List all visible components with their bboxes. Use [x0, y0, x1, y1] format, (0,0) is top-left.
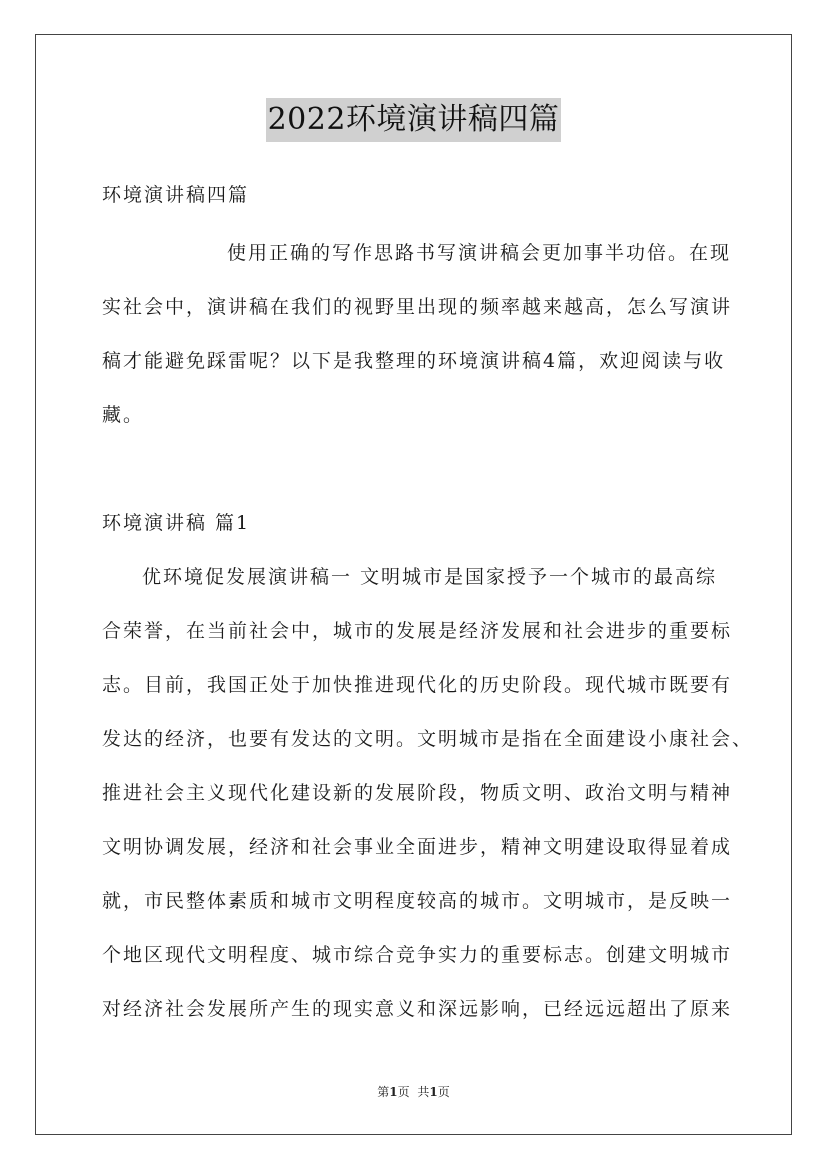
- intro-line: 稿才能避免踩雷呢？以下是我整理的环境演讲稿4篇，欢迎阅读与收: [102, 350, 726, 372]
- section-heading: 环境演讲稿 篇1: [102, 512, 251, 534]
- footer-page-number: 1: [389, 1085, 398, 1099]
- body-line: 文明协调发展，经济和社会事业全面进步，精神文明建设取得显着成: [102, 836, 733, 858]
- body-line: 就，市民整体素质和城市文明程度较高的城市。文明城市，是反映一: [102, 890, 733, 912]
- body-line: 个地区现代文明程度、城市综合竞争实力的重要标志。创建文明城市: [102, 944, 733, 966]
- intro-line: 使用正确的写作思路书写演讲稿会更加事半功倍。在现: [227, 242, 732, 264]
- footer-page-suffix: 页: [397, 1085, 410, 1099]
- intro-line: 藏。: [102, 404, 145, 426]
- document-title: 2022环境演讲稿四篇: [266, 98, 562, 142]
- page-footer: [0, 1083, 827, 1100]
- intro-line: 实社会中，演讲稿在我们的视野里出现的频率越来越高，怎么写演讲: [102, 296, 733, 318]
- body-line: 发达的经济，也要有发达的文明。文明城市是指在全面建设小康社会、: [102, 728, 754, 750]
- body-line: 对经济社会发展所产生的现实意义和深远影响，已经远远超出了原来: [102, 998, 733, 1020]
- body-line: 推进社会主义现代化建设新的发展阶段，物质文明、政治文明与精神: [102, 782, 733, 804]
- body-line: 优环境促发展演讲稿一 文明城市是国家授予一个城市的最高综: [142, 566, 718, 588]
- footer-page-prefix: 第: [377, 1085, 390, 1099]
- subtitle: 环境演讲稿四篇: [102, 184, 250, 206]
- footer-total-suffix: 页: [437, 1085, 450, 1099]
- footer-total-prefix: 共: [417, 1085, 430, 1099]
- body-line: 志。目前，我国正处于加快推进现代化的历史阶段。现代城市既要有: [102, 674, 733, 696]
- footer-total-number: 1: [429, 1085, 438, 1099]
- body-line: 合荣誉，在当前社会中，城市的发展是经济发展和社会进步的重要标: [102, 620, 733, 642]
- title-container: [0, 98, 827, 142]
